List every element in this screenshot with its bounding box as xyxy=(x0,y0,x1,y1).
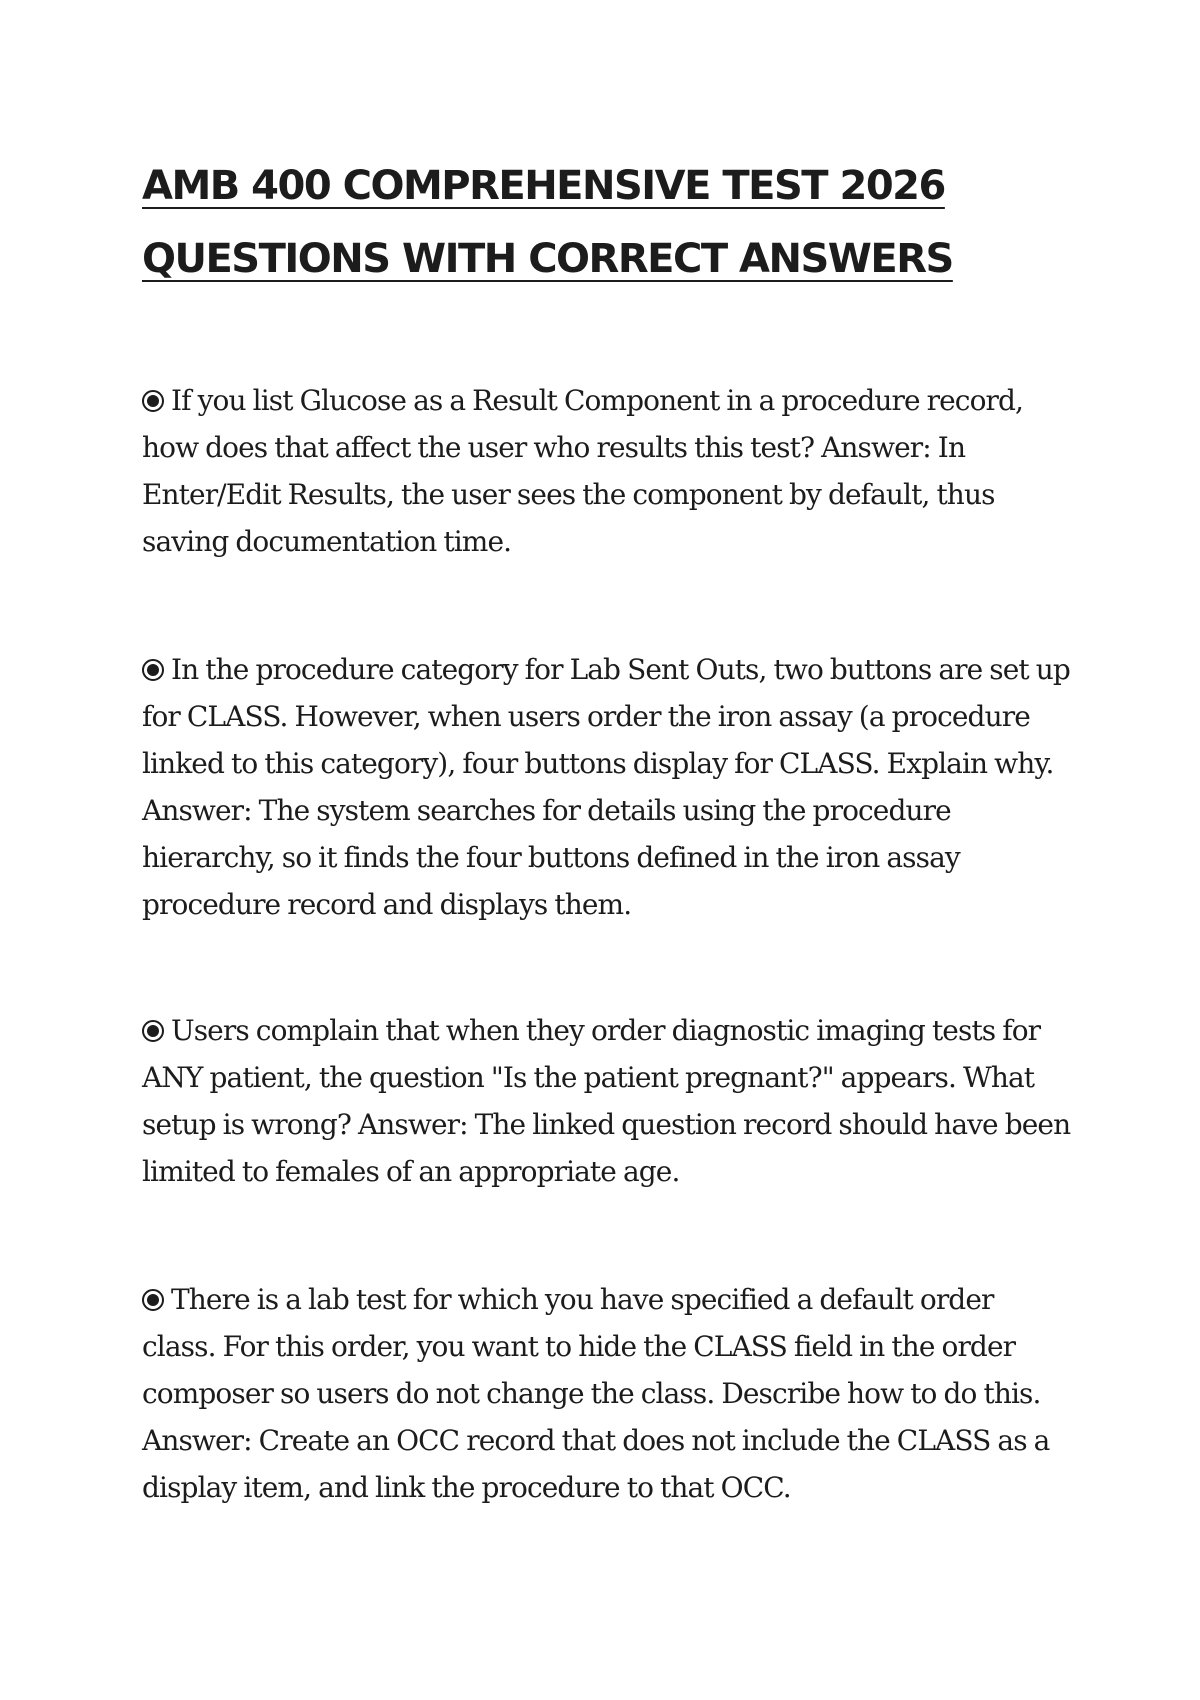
qa-item-4-text: There is a lab test for which you have specified a default order class. For this order, you want to hide the CLASS field in the order composer so users do not change the class. Describe how to do this. Answer: Create an OCC record that does not include the CLASS as a display item, and link the procedure to that OCC. xyxy=(142,1283,1050,1504)
radio-bullet-icon xyxy=(142,1289,164,1311)
qa-item-1-text: If you list Glucose as a Result Component in a procedure record, how does that affect the user who results this test? Answer: In Enter/Edit Results, the user sees the component by default, thus saving documentation time. xyxy=(142,384,1024,558)
radio-bullet-icon xyxy=(142,390,164,412)
qa-item-2 xyxy=(142,646,1072,928)
qa-item-4 xyxy=(142,1276,1072,1511)
qa-item-2-text: In the procedure category for Lab Sent Outs, two buttons are set up for CLASS. However, when users order the iron assay (a procedure linked to this category), four buttons display for CLASS. Explain why. Answer: The system searches for details using the procedure hierarchy, so it finds the four buttons defined in the iron assay procedure record and displays them. xyxy=(142,653,1070,921)
qa-item-1 xyxy=(142,377,1072,565)
qa-item-3 xyxy=(142,1007,1072,1195)
qa-item-3-text: Users complain that when they order diagnostic imaging tests for ANY patient, the question "Is the patient pregnant?" appears. What setup is wrong? Answer: The linked question record should have been limited to females of an appropriate age. xyxy=(142,1014,1071,1188)
radio-bullet-icon xyxy=(142,1020,164,1042)
document-title xyxy=(142,150,1062,296)
title-line-2: QUESTIONS WITH CORRECT ANSWERS xyxy=(142,236,953,282)
title-line-1: AMB 400 COMPREHENSIVE TEST 2026 xyxy=(142,163,945,209)
radio-bullet-icon xyxy=(142,659,164,681)
